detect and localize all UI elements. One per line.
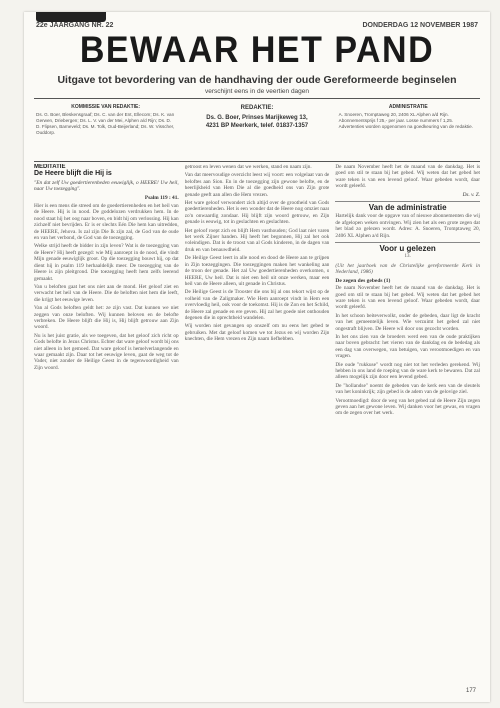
paragraph: Het ware geloof verwondert zich altijd over de grootheid van Gods goedertierenheden. Het is een wonder dat de Heere nog omziet naar zo'n onwaardig zondaar. Hij blijft zijn woord getrouw, en Zijn genade is eeuwig, tot in geslachten en geslachten. (184, 200, 330, 226)
issue-date: DONDERDAG 12 NOVEMBER 1987 (362, 22, 478, 29)
newspaper-page (24, 12, 490, 702)
redaktie-box (185, 102, 328, 160)
voor-u-gelezen-title: Voor u gelezen (379, 244, 436, 254)
masthead-subtitle: Uitgave tot bevordering van de handhaving der oude Gereformeerde beginselen (57, 74, 457, 86)
paragraph: De naam November heeft het de maand van de dankdag. Het is goed om stil te staan bij het gebed. Wij weten dat het gebed het ware teken is van een levend geloof. Waar gebeden wordt, daar wordt geleefd. (335, 285, 481, 311)
divider (34, 161, 480, 162)
issue-number: 22e JAARGANG NR. 22 (36, 22, 114, 29)
article-title: De Heere blijft die Hij is (34, 170, 112, 178)
issue-line (36, 22, 478, 29)
column-continuation (185, 164, 330, 678)
source-note: (Uit het jaarboek van de Christelijke gereformeerde Kerk in Nederland, 1986) (335, 262, 481, 276)
article-columns (34, 164, 480, 678)
divider (335, 242, 480, 243)
divider (335, 201, 480, 202)
paragraph: Nu is het juist gratie, als we toegeven, dat het geloof zich richt op Gods belofte in Jezus Christus. Echter dat ware geloof wordt bij ons niet alleen in het gemoed. Dat ware geloof is hemelverlangende en waar gemaakt zijn. Daar tot het eeuwige leven, gaat de weg tot de Vader, niet zonder de Heilige Geest in de tegenwoordigheid van Zijn woord. (34, 332, 179, 371)
editorial-heading: KOMMISSIE VAN REDAKTIE: (71, 104, 141, 110)
admin-box (337, 102, 480, 160)
paragraph: Het geloof roept zich en blijft Hem vasthouden; God laat niet varen het werk Zijner handen. Hij heeft het begonnen, Hij zal het ook voleindigen. Dat is de troost van al Gods kinderen, in de dagen van druk en van benauwdheid. (184, 227, 330, 253)
paragraph: De Heilige Geest is de Trooster die ons bij al ons tekort wijst op de volheid van de Zaligmaker. Wie Hem aanroept vindt in Hem een overvloedig heil, ook voor de toekomst. Hij is de Zon en het Schild, de Heere zal genade en ere geven. Hij zal het goede niet onthouden degenen die in oprechtheid wandelen. (184, 289, 330, 321)
column-right (335, 164, 480, 678)
info-boxes (34, 102, 480, 160)
divider (34, 98, 480, 99)
admin-heading: ADMINISTRATIE (388, 104, 428, 110)
subheading: De zegen des gebeds (1) (335, 277, 391, 284)
redaktie-heading: REDAKTIE: (240, 105, 274, 111)
paragraph: Welke strijd heeft de bidder in zijn leven? Wat is de toezegging van de Heere? Hij heeft gezegd: wie Mij aanroept in de nood, die vindt Mijn genade eeuwiglijk groot. Op die toezegging bouwt hij, op dat dient hij in psalm 119 herhaaldelijk meer. De toezegging van de Heere is zijn pleitgrond. Die toezegging heeft hem zelfs leerend gemaakt. (34, 243, 179, 282)
voor-u-gelezen-number: 13. (404, 254, 411, 260)
paragraph: Van dat meervoudige overzicht leest wij voort: een volgelaat van de beloftes aan Sion. En in de toezegging zijn gewone belofte, en de heerlijkheid van Hem Die al die goedheid ons van Zijn grote genade geeft aan allen die Hem vrezen. (184, 172, 330, 198)
paragraph: Verootmoedigd: door de weg van het gebed zal de Heere Zijn zegen geven aan het gewone leven. Wij danken voor het gewas, en vragen om de zegen over het werk. (335, 397, 481, 417)
redaktie-address-line2: 4231 BP Meerkerk, telef. 01837-1357 (205, 123, 309, 129)
paragraph: In het ons zien van de broeders werd een van de oude praktijken naar boven gebracht: het vieren van de dankdag en de bededag als een dag van overwegen, van betuigen, van verootmoedigen en van vragen. (335, 333, 481, 360)
paragraph: Van al Gods beloften geldt het: ze zijn vast. Dat kunnen we niet zeggen van onze beloften. Wij kunnen beloven en de belofte verbreken. De Heere blijft die Hij is, Hij blijft getrouw aan Zijn woord. (34, 305, 179, 331)
section-label: MEDITATIE (34, 164, 66, 170)
column-meditation (34, 164, 179, 678)
paragraph: In het schoon beiteverwolkt, onder de gebeden, daar ligt de kracht van het gemeentelijk leven. Wie verzuimt het gebed zal niet ongestraft blijven. De Heere wil door ons gezocht worden. (335, 312, 481, 332)
paragraph: De Heilige Geest leert in alle nood en dood de Heere aan te grijpen in Zijn toezeggingen. Die toezeggingen maken het wankeling aan de troon der genade. Het zal Uw goedertierenheden overkomen, o HEERE, Uw heil. Dat is niet een heil uit onze werken, maar een heil van de Heere alleen, uit genade in Christus. (184, 255, 330, 287)
admin-section-title: Van de administratie (368, 203, 447, 213)
paragraph: Die oude "rukkuse" wordt nog niet tot het verleden gerekend. Wij hebben in ons land de roeping van de ware kerk te bewaren. Dat zal alleen mogelijk zijn door een levend gebed. (335, 361, 481, 381)
paragraph: Van u beloften gaat het ons niet aan de mond. Het geloof ziet en verwacht het heil van de Heere. Die de beloften niet hem die leeft, die krijgt het eeuwige leven. (34, 283, 179, 303)
editorial-box (34, 102, 177, 160)
admin-text: A. Snoeren, Tromptaweg 20, 2406 XL Alphen a/d Rijn. Abonnementsprijs f 25,- per jaar. Losse nummers f 1,25. Advertenties worden opgenomen na goedkeuring van de redaktie. (338, 112, 473, 129)
scripture-reference: Psalm 119 : 41. (144, 194, 179, 201)
page-number: 177 (465, 688, 476, 694)
paragraph: De naam November heeft het de maand van de dankdag. Het is goed om stil te staan bij het gebed. Wij weten dat het gebed het ware teken is van een levend geloof. Waar gebeden wordt, daar wordt geleefd. (335, 164, 481, 190)
paragraph: De "hollandse" noemt de gebeden van de kerk een van de sleutels van het koninkrijk; zijn gebed is de adem van de gelovige ziel. (335, 382, 481, 396)
paragraph: Hartelijk dank voor de opgave van of nieuwe abonnementen die wij de afgelopen weken ontvingen. Wij zien het als een grote zegen dat het blad zo gelezen wordt. Adres: A. Snoeren, Tromptaweg 20, 2406 XL Alphen a/d Rijn. (335, 213, 481, 239)
scripture-quote: "En dat zelf Uw goedertierenheden eeuwiglijk, o HEERE! Uw heil, naar Uw toezegging". (34, 179, 179, 193)
frequency-note: verschijnt eens in de veertien dagen (204, 88, 310, 95)
author-signature: Ds. v. Z. (462, 191, 481, 198)
redaktie-address: Ds. G. Boer, Prinses Marijkeweg 13, (206, 115, 308, 121)
paragraph: Wij worden niet gevangen op onszelf om nu eens het gebed te gebruiken. Met dat geloof komen we tot Jezus en wij worden Zijn knechten, die Hem vrezen en Zijn naam liefhebben. (184, 323, 330, 343)
binder-clip (36, 12, 106, 22)
editorial-text: Ds. G. Boer, Bleskensgraaf; Ds. C. van der Ent, Ellecom; Ds. K. van Gerwen, Driebergen; Ds. L. V. van der Mei, Alphen a/d Rijn; Ds. D. D. Flipsen, Barneveld; Ds. M. Tolk, Oud-Beijerland; Ds. W. Visscher, Ouddorp. (36, 112, 175, 135)
masthead-title: BEWAAR HET PAND (79, 29, 435, 71)
paragraph: Hier is een mens die streed om de goedertierenheden en het heil van de Heere. Hij is in nood. De goddelozen verdrukken hem. In de nood staat hij het oog naar boven, en bidt hij om verlossing. Hij kan zichzelf niet bevrijden. Er is er slechts Eén Die hem kan uitredden, de HEERE, Jehova. Is zal zijn Die Ik zijn zal, de God van de oude en van het verbond, de God van de toezegging. (34, 203, 179, 242)
paragraph: getroost en leven wenen dat we werken, stand en naam zijn. (184, 164, 312, 170)
